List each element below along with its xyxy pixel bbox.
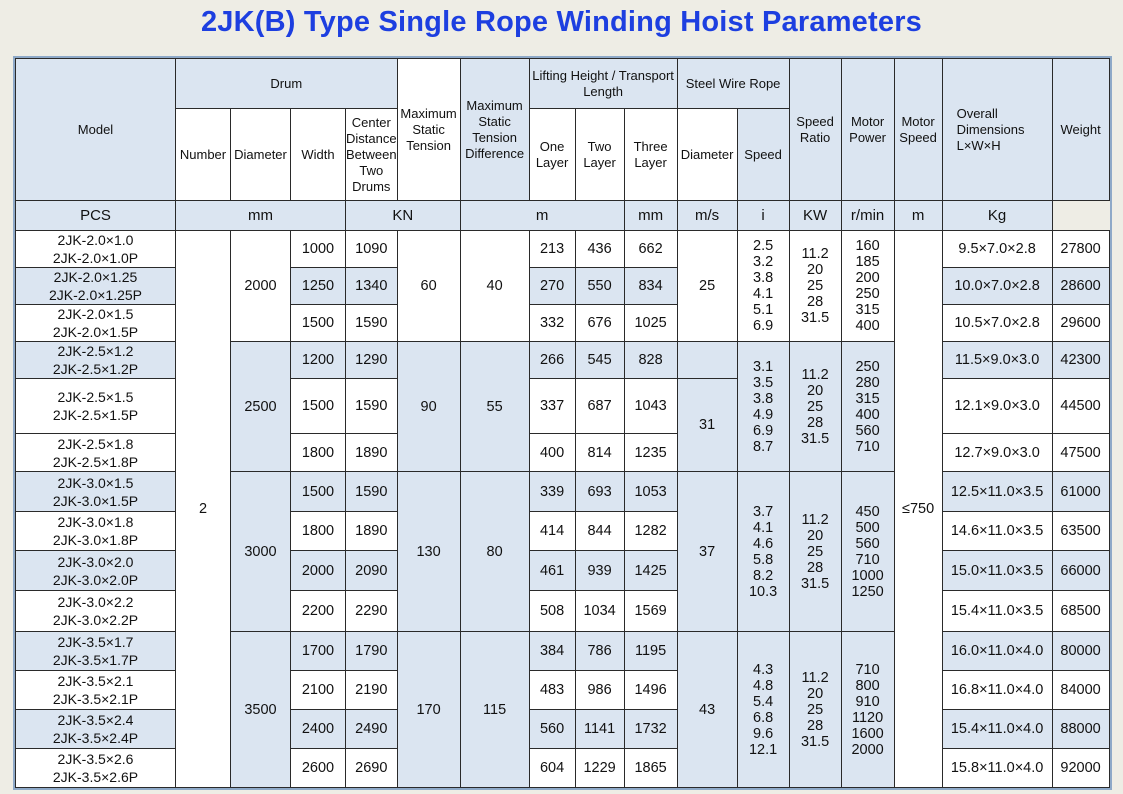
three-layer-cell: 1569 bbox=[624, 591, 677, 632]
drum-diameter-cell: 2000 bbox=[231, 231, 291, 342]
max-tension-difference-cell: 80 bbox=[460, 472, 529, 632]
one-layer-cell: 560 bbox=[529, 710, 575, 749]
drum-width-cell: 1200 bbox=[291, 342, 346, 379]
header-number: Number bbox=[176, 109, 231, 201]
model-cell bbox=[16, 671, 176, 710]
table-row bbox=[16, 231, 1110, 268]
drum-width-cell: 1500 bbox=[291, 472, 346, 512]
three-layer-cell: 1425 bbox=[624, 551, 677, 591]
max-static-tension-cell: 60 bbox=[397, 231, 460, 342]
weight-cell: 42300 bbox=[1052, 342, 1109, 379]
three-layer-cell: 1053 bbox=[624, 472, 677, 512]
center-distance-cell: 1890 bbox=[346, 512, 398, 551]
model-cell bbox=[16, 632, 176, 671]
center-distance-cell: 1290 bbox=[346, 342, 398, 379]
model-name: 2JK-2.0×1.5 bbox=[57, 306, 134, 322]
drum-width-cell: 1800 bbox=[291, 434, 346, 472]
header-one-layer: One Layer bbox=[529, 109, 575, 201]
drum-width-cell: 2000 bbox=[291, 551, 346, 591]
drum-diameter-cell: 2500 bbox=[231, 342, 291, 472]
unit-dimensions: m bbox=[894, 201, 942, 231]
one-layer-cell: 384 bbox=[529, 632, 575, 671]
rope-diameter-cell: 37 bbox=[677, 472, 737, 632]
center-distance-cell: 1890 bbox=[346, 434, 398, 472]
max-tension-difference-cell: 40 bbox=[460, 231, 529, 342]
model-name: 2JK-3.5×2.6 bbox=[57, 751, 134, 767]
center-distance-cell: 1590 bbox=[346, 379, 398, 434]
weight-cell: 84000 bbox=[1052, 671, 1109, 710]
model-cell bbox=[16, 379, 176, 434]
header-max-static-tension: Maximum Static Tension bbox=[397, 59, 460, 201]
center-distance-cell: 1090 bbox=[346, 231, 398, 268]
header-rope-speed: Speed bbox=[737, 109, 789, 201]
model-name: 2JK-3.0×2.0 bbox=[57, 553, 134, 570]
center-distance-cell: 2090 bbox=[346, 551, 398, 591]
header-width: Width bbox=[291, 109, 346, 201]
header-lifting-height: Lifting Height / Transport Length bbox=[529, 59, 677, 109]
weight-cell: 27800 bbox=[1052, 231, 1109, 268]
drum-width-cell: 1700 bbox=[291, 632, 346, 671]
header-overall-dimensions: Overall Dimensions L×W×H bbox=[942, 59, 1052, 201]
drum-width-cell: 2100 bbox=[291, 671, 346, 710]
two-layer-cell: 545 bbox=[575, 342, 624, 379]
weight-cell: 88000 bbox=[1052, 710, 1109, 749]
max-static-tension-cell: 90 bbox=[397, 342, 460, 472]
weight-cell: 80000 bbox=[1052, 632, 1109, 671]
weight-cell: 61000 bbox=[1052, 472, 1109, 512]
model-name: 2JK-3.5×1.7P bbox=[52, 652, 139, 668]
header-center-distance: Center Distance Between Two Drums bbox=[346, 109, 398, 201]
model-name: 2JK-3.5×2.6P bbox=[52, 769, 139, 785]
drum-width-cell: 1500 bbox=[291, 305, 346, 342]
two-layer-cell: 693 bbox=[575, 472, 624, 512]
drum-width-cell: 2200 bbox=[291, 591, 346, 632]
two-layer-cell: 786 bbox=[575, 632, 624, 671]
motor-power-cell: 250 280 315 400 560 710 bbox=[841, 342, 894, 472]
motor-power-cell: 450 500 560 710 1000 1250 bbox=[841, 472, 894, 632]
three-layer-cell: 1865 bbox=[624, 749, 677, 788]
unit-rope-speed: m/s bbox=[677, 201, 737, 231]
drum-width-cell: 1000 bbox=[291, 231, 346, 268]
motor-speed-cell: ≤750 bbox=[894, 231, 942, 788]
model-name: 2JK-3.0×1.5P bbox=[52, 492, 139, 509]
two-layer-cell: 676 bbox=[575, 305, 624, 342]
unit-lifting-m: m bbox=[460, 201, 624, 231]
model-cell bbox=[16, 749, 176, 788]
unit-weight: Kg bbox=[942, 201, 1052, 231]
one-layer-cell: 414 bbox=[529, 512, 575, 551]
model-name: 2JK-3.5×2.4P bbox=[52, 730, 139, 746]
weight-cell: 63500 bbox=[1052, 512, 1109, 551]
model-name: 2JK-3.0×1.8 bbox=[57, 514, 134, 530]
overall-dimensions-cell: 11.5×9.0×3.0 bbox=[942, 342, 1052, 379]
unit-motor-power: KW bbox=[789, 201, 841, 231]
two-layer-cell: 1141 bbox=[575, 710, 624, 749]
center-distance-cell: 2290 bbox=[346, 591, 398, 632]
rope-speed-cell: 2.5 3.2 3.8 4.1 5.1 6.9 bbox=[737, 231, 789, 342]
header-model: Model bbox=[16, 59, 176, 201]
one-layer-cell: 604 bbox=[529, 749, 575, 788]
drum-diameter-cell: 3500 bbox=[231, 632, 291, 788]
overall-dimensions-cell: 15.8×11.0×4.0 bbox=[942, 749, 1052, 788]
motor-power-cell: 710 800 910 1120 1600 2000 bbox=[841, 632, 894, 788]
motor-power-cell: 160 185 200 250 315 400 bbox=[841, 231, 894, 342]
overall-dimensions-cell: 15.4×11.0×4.0 bbox=[942, 710, 1052, 749]
model-cell bbox=[16, 231, 176, 268]
speed-ratio-cell: 11.2 20 25 28 31.5 bbox=[789, 342, 841, 472]
header-steel-wire-rope: Steel Wire Rope bbox=[677, 59, 789, 109]
model-name: 2JK-2.0×1.0P bbox=[52, 250, 139, 266]
drum-width-cell: 1800 bbox=[291, 512, 346, 551]
model-cell bbox=[16, 472, 176, 512]
header-motor-speed: Motor Speed bbox=[894, 59, 942, 201]
model-name: 2JK-3.0×2.0P bbox=[52, 571, 139, 588]
one-layer-cell: 400 bbox=[529, 434, 575, 472]
rope-diameter-cell: 43 bbox=[677, 632, 737, 788]
three-layer-cell: 1732 bbox=[624, 710, 677, 749]
rope-speed-cell: 3.7 4.1 4.6 5.8 8.2 10.3 bbox=[737, 472, 789, 632]
one-layer-cell: 339 bbox=[529, 472, 575, 512]
one-layer-cell: 266 bbox=[529, 342, 575, 379]
drum-number-cell: 2 bbox=[176, 231, 231, 788]
drum-width-cell: 2600 bbox=[291, 749, 346, 788]
two-layer-cell: 814 bbox=[575, 434, 624, 472]
unit-kn: KN bbox=[346, 201, 461, 231]
header-rope-diameter: Diameter bbox=[677, 109, 737, 201]
one-layer-cell: 461 bbox=[529, 551, 575, 591]
overall-dimensions-cell: 12.5×11.0×3.5 bbox=[942, 472, 1052, 512]
header-drum: Drum bbox=[176, 59, 398, 109]
header-max-static-tension-difference: Maximum Static Tension Difference bbox=[460, 59, 529, 201]
drum-width-cell: 1250 bbox=[291, 268, 346, 305]
three-layer-cell: 1025 bbox=[624, 305, 677, 342]
model-name: 2JK-2.0×1.25 bbox=[53, 269, 138, 285]
model-cell bbox=[16, 342, 176, 379]
overall-dimensions-cell: 16.8×11.0×4.0 bbox=[942, 671, 1052, 710]
two-layer-cell: 1229 bbox=[575, 749, 624, 788]
center-distance-cell: 2490 bbox=[346, 710, 398, 749]
three-layer-cell: 828 bbox=[624, 342, 677, 379]
weight-cell: 44500 bbox=[1052, 379, 1109, 434]
center-distance-cell: 1590 bbox=[346, 305, 398, 342]
center-distance-cell: 2690 bbox=[346, 749, 398, 788]
one-layer-cell: 332 bbox=[529, 305, 575, 342]
overall-dimensions-cell: 16.0×11.0×4.0 bbox=[942, 632, 1052, 671]
weight-cell: 66000 bbox=[1052, 551, 1109, 591]
center-distance-cell: 1590 bbox=[346, 472, 398, 512]
three-layer-cell: 662 bbox=[624, 231, 677, 268]
weight-cell: 29600 bbox=[1052, 305, 1109, 342]
center-distance-cell: 2190 bbox=[346, 671, 398, 710]
two-layer-cell: 550 bbox=[575, 268, 624, 305]
header-weight: Weight bbox=[1052, 59, 1109, 201]
two-layer-cell: 687 bbox=[575, 379, 624, 434]
model-cell bbox=[16, 710, 176, 749]
overall-dimensions-cell: 12.1×9.0×3.0 bbox=[942, 379, 1052, 434]
center-distance-cell: 1790 bbox=[346, 632, 398, 671]
overall-dimensions-cell: 9.5×7.0×2.8 bbox=[942, 231, 1052, 268]
weight-cell: 28600 bbox=[1052, 268, 1109, 305]
unit-pcs: PCS bbox=[16, 201, 176, 231]
one-layer-cell: 483 bbox=[529, 671, 575, 710]
page-title: 2JK(B) Type Single Rope Winding Hoist Parameters bbox=[200, 6, 923, 38]
three-layer-cell: 1043 bbox=[624, 379, 677, 434]
model-name: 2JK-2.0×1.0 bbox=[57, 232, 134, 248]
model-name: 2JK-2.5×1.5P bbox=[52, 407, 139, 423]
rope-speed-cell: 4.3 4.8 5.4 6.8 9.6 12.1 bbox=[737, 632, 789, 788]
max-tension-difference-cell: 55 bbox=[460, 342, 529, 472]
model-name: 2JK-2.0×1.5P bbox=[52, 324, 139, 340]
overall-dimensions-cell: 12.7×9.0×3.0 bbox=[942, 434, 1052, 472]
two-layer-cell: 939 bbox=[575, 551, 624, 591]
model-name: 2JK-3.5×1.7 bbox=[57, 634, 134, 650]
max-static-tension-cell: 130 bbox=[397, 472, 460, 632]
rope-diameter-cell bbox=[677, 342, 737, 379]
model-name: 2JK-2.5×1.8P bbox=[52, 453, 139, 470]
model-cell bbox=[16, 512, 176, 551]
one-layer-cell: 508 bbox=[529, 591, 575, 632]
two-layer-cell: 844 bbox=[575, 512, 624, 551]
speed-ratio-cell: 11.2 20 25 28 31.5 bbox=[789, 472, 841, 632]
max-static-tension-cell: 170 bbox=[397, 632, 460, 788]
model-cell bbox=[16, 551, 176, 591]
overall-dimensions-cell: 10.0×7.0×2.8 bbox=[942, 268, 1052, 305]
overall-dimensions-cell: 15.0×11.0×3.5 bbox=[942, 551, 1052, 591]
model-cell bbox=[16, 305, 176, 342]
three-layer-cell: 1282 bbox=[624, 512, 677, 551]
rope-diameter-cell: 31 bbox=[677, 379, 737, 472]
drum-width-cell: 1500 bbox=[291, 379, 346, 434]
model-name: 2JK-2.5×1.2P bbox=[52, 361, 139, 377]
drum-width-cell: 2400 bbox=[291, 710, 346, 749]
overall-dimensions-cell: 10.5×7.0×2.8 bbox=[942, 305, 1052, 342]
rope-diameter-cell: 25 bbox=[677, 231, 737, 342]
one-layer-cell: 270 bbox=[529, 268, 575, 305]
one-layer-cell: 337 bbox=[529, 379, 575, 434]
header-diameter: Diameter bbox=[231, 109, 291, 201]
one-layer-cell: 213 bbox=[529, 231, 575, 268]
header-two-layer: Two Layer bbox=[575, 109, 624, 201]
header-speed-ratio: Speed Ratio bbox=[789, 59, 841, 201]
overall-dimensions-cell: 14.6×11.0×3.5 bbox=[942, 512, 1052, 551]
model-name: 2JK-2.5×1.5 bbox=[57, 389, 134, 405]
model-name: 2JK-3.0×2.2 bbox=[57, 594, 134, 610]
header-three-layer: Three Layer bbox=[624, 109, 677, 201]
overall-dimensions-cell: 15.4×11.0×3.5 bbox=[942, 591, 1052, 632]
two-layer-cell: 436 bbox=[575, 231, 624, 268]
model-name: 2JK-3.5×2.1 bbox=[57, 673, 134, 689]
two-layer-cell: 1034 bbox=[575, 591, 624, 632]
unit-motor-speed: r/min bbox=[841, 201, 894, 231]
model-name: 2JK-3.0×1.5 bbox=[57, 474, 134, 491]
model-name: 2JK-3.0×1.8P bbox=[52, 532, 139, 548]
model-cell bbox=[16, 434, 176, 472]
weight-cell: 47500 bbox=[1052, 434, 1109, 472]
model-name: 2JK-3.0×2.2P bbox=[52, 612, 139, 628]
speed-ratio-cell: 11.2 20 25 28 31.5 bbox=[789, 632, 841, 788]
header-motor-power: Motor Power bbox=[841, 59, 894, 201]
rope-speed-cell: 3.1 3.5 3.8 4.9 6.9 8.7 bbox=[737, 342, 789, 472]
hoist-parameters-table bbox=[15, 58, 1110, 788]
model-cell bbox=[16, 268, 176, 305]
model-name: 2JK-2.5×1.8 bbox=[57, 435, 134, 452]
three-layer-cell: 1195 bbox=[624, 632, 677, 671]
weight-cell: 92000 bbox=[1052, 749, 1109, 788]
unit-rope-mm: mm bbox=[624, 201, 677, 231]
three-layer-cell: 834 bbox=[624, 268, 677, 305]
max-tension-difference-cell: 115 bbox=[460, 632, 529, 788]
model-cell bbox=[16, 591, 176, 632]
speed-ratio-cell: 11.2 20 25 28 31.5 bbox=[789, 231, 841, 342]
model-name: 2JK-3.5×2.1P bbox=[52, 691, 139, 707]
weight-cell: 68500 bbox=[1052, 591, 1109, 632]
model-name: 2JK-2.0×1.25P bbox=[48, 287, 142, 303]
unit-speed-ratio: i bbox=[737, 201, 789, 231]
three-layer-cell: 1496 bbox=[624, 671, 677, 710]
three-layer-cell: 1235 bbox=[624, 434, 677, 472]
drum-diameter-cell: 3000 bbox=[231, 472, 291, 632]
model-name: 2JK-2.5×1.2 bbox=[57, 343, 134, 359]
unit-drum-mm: mm bbox=[176, 201, 346, 231]
table-body bbox=[16, 231, 1110, 788]
center-distance-cell: 1340 bbox=[346, 268, 398, 305]
model-name: 2JK-3.5×2.4 bbox=[57, 712, 134, 728]
two-layer-cell: 986 bbox=[575, 671, 624, 710]
